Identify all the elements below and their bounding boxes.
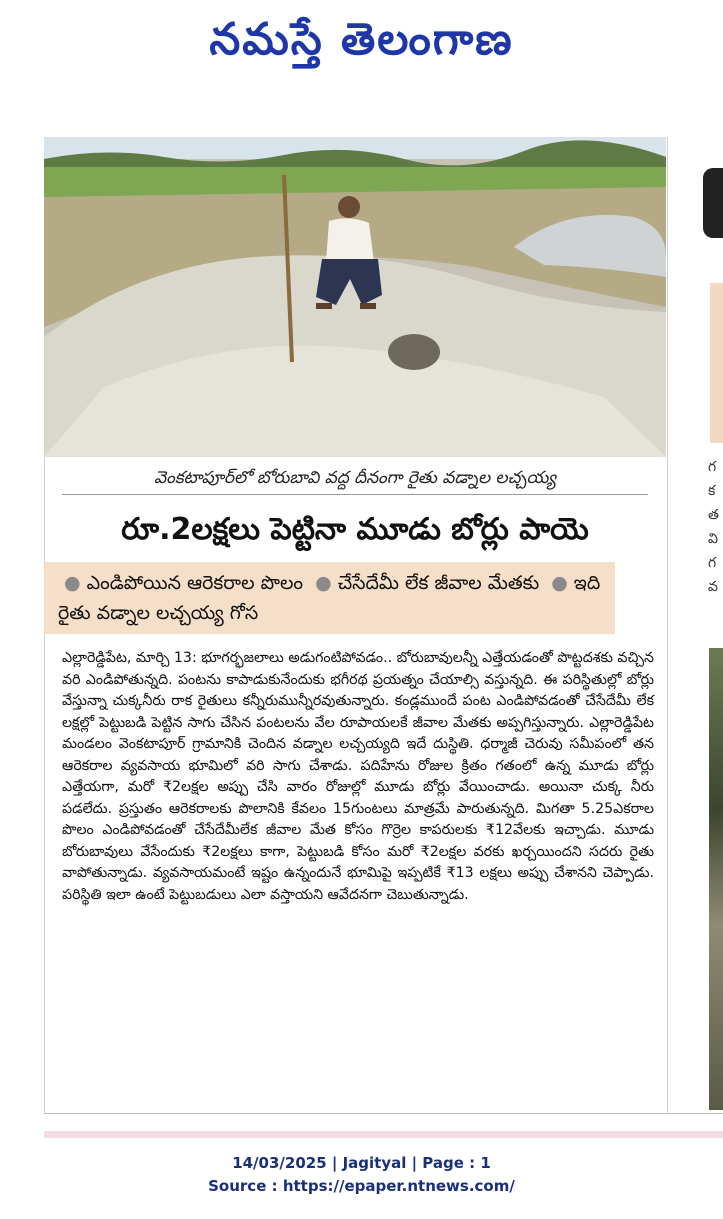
neighbor-text-line: క (708, 483, 716, 499)
neighbor-article-box (710, 283, 723, 443)
neighbor-text-line: త (708, 507, 719, 523)
neighbor-text-line: గ (708, 555, 717, 571)
article-bottom-divider (44, 1113, 723, 1114)
source-link[interactable]: Source : https://epaper.ntnews.com/ (208, 1177, 515, 1195)
article-right-border (667, 137, 668, 1114)
neighbor-article-logo (703, 168, 723, 238)
page-band (44, 1131, 723, 1138)
neighbor-article-text (708, 455, 723, 599)
article-subhead (44, 562, 615, 634)
news-photo (44, 137, 666, 457)
subhead-point: చేసేదేమీ లేక జీవాల మేతకు (337, 572, 540, 594)
newspaper-masthead: నమస్తే తెలంగాణ (209, 14, 514, 65)
subhead-point: ఎండిపోయిన ఆరెకరాల పొలం (86, 572, 304, 594)
neighbor-article-photo (709, 648, 723, 1110)
caption-divider (62, 494, 648, 495)
neighbor-text-line: వ (708, 579, 718, 595)
edition-info: 14/03/2025 | Jagityal | Page : 1 (232, 1154, 491, 1172)
article-headline: రూ.2లక్షలు పెట్టినా మూడు బోర్లు పాయె (121, 512, 589, 547)
photo-caption: వెంకటాపూర్‌లో బోరుబావి వద్ద దీనంగా రైతు వడ్నాల లచ్చయ్య (153, 468, 557, 488)
subhead-point: ఇది రైతు వడ్నాల లచ్చయ్య గోస (58, 572, 601, 624)
bullet-icon: ● (315, 572, 332, 594)
neighbor-text-line: గ (708, 459, 717, 475)
bullet-icon: ● (64, 572, 81, 594)
page-footer (0, 1152, 723, 1198)
bullet-icon: ● (551, 572, 568, 594)
neighbor-text-line: వి (708, 531, 718, 547)
article-body: ఎల్లారెడ్డిపేట, మార్చి 13: భూగర్భజలాలు అడుగంటిపోవడం.. బోరుబావులన్నీ ఎత్తేయడంతో పొట్టదశకు వచ్చిన వరి ఎండిపోతున్నది. పంటను కాపాడుకునేందుకు భగీరథ ప్రయత్నం చేయాల్సి వస్తున్నది. ఈ పరిస్థితుల్లో బోర్లు వేస్తున్నా చుక్కనీరు రాక రైతులు కన్నీరుమున్నీరవుతున్నారు. కండ్లముందే పంట ఎండిపోవడంతో చేసేదేమీ లేక లక్షల్లో పెట్టుబడి పెట్టిన సాగు చేసిన పంటలను వేల రూపాయలకే జీవాల మేతకు అప్పగిస్తున్నారు. ఎల్లారెడ్డిపేట మండలం వెంకటాపూర్ గ్రామానికి చెందిన వడ్నాల లచ్చయ్యది ఇదే దుస్థితి. ధర్మాజీ చెరువు సమీపంలో తన ఆరెకరాల వ్యవసాయ భూమిలో వరి సాగు చేశాడు. పదిహేను రోజుల క్రితం గతంలో ఉన్న మూడు బోర్లు ఎత్తేయగా, మరో ₹2లక్షల అప్పు చేసి వారం రోజుల్లో మూడు బోర్లు వేయించాడు. అయినా చుక్క నీరు పడలేదు. ప్రస్తుతం ఆరెకరాలకు పొలానికి కేవలం 15గుంటలు మాత్రమే పారుతున్నది. మిగతా 5.25ఎకరాల పొలం ఎండిపోవడంతో చేసేదేమీలేక జీవాల మేత కోసం గొర్రెల కాపరులకు ₹12వేలకు ఇచ్చాడు. మూడు బోరుబావులు వేసేందుకు ₹2లక్షలు కాగా, పెట్టుబడి కోసం మరో ₹2లక్షల వరకు ఖర్చయిందని సదరు రైతు వాపోతున్నాడు. వ్యవసాయమంటే ఇష్టం ఉన్నందునే భూమిపై ఇప్పటికే ₹13 లక్షలు అప్పు చేశానని చెప్పాడు. పరిస్థితి ఇలా ఉంటే పెట్టుబడులు ఎలా వస్తాయని ఆవేదనగా చెబుతున్నాడు. (62, 650, 654, 903)
